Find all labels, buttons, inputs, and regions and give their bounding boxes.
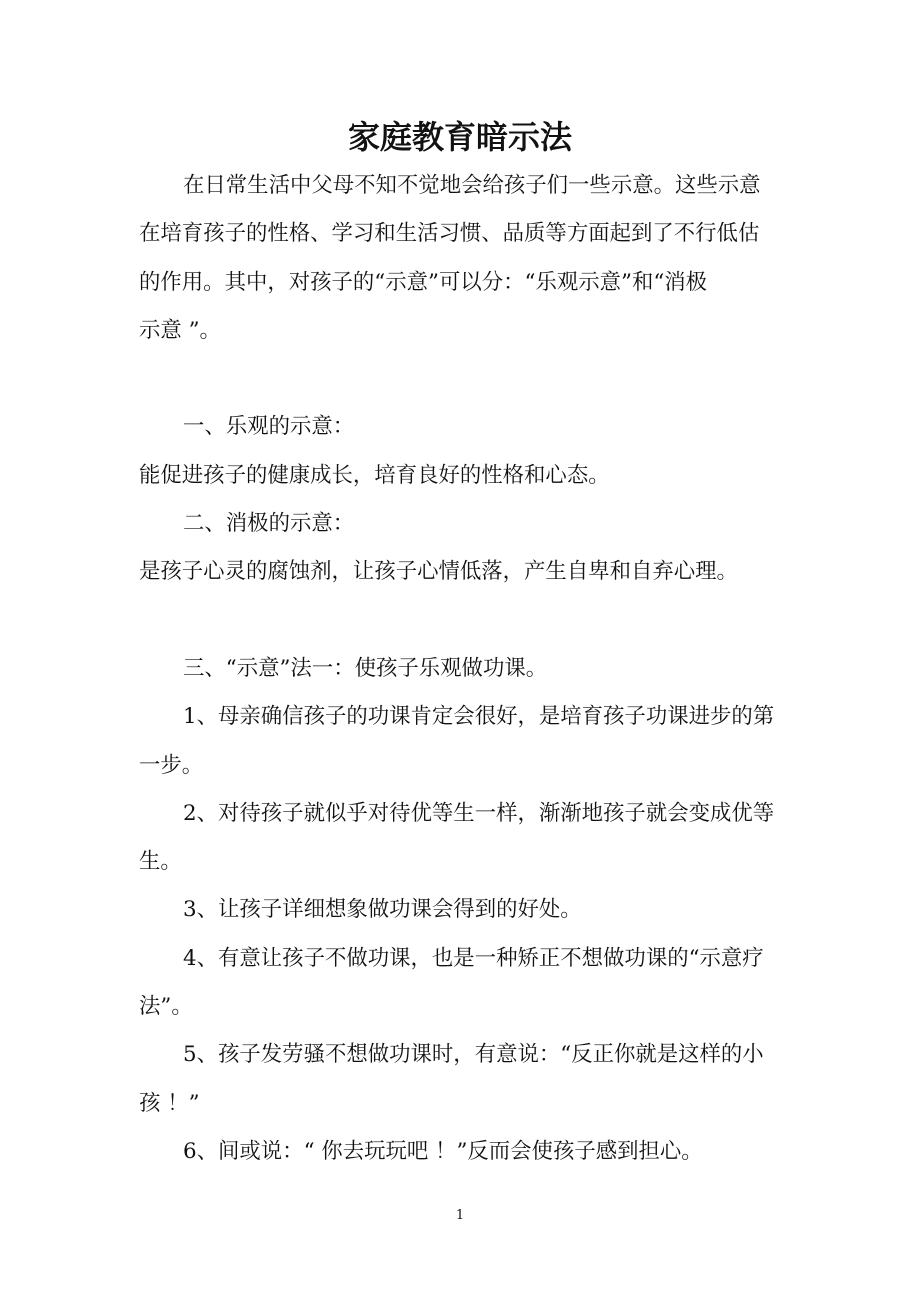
- blank-line: [139, 597, 789, 645]
- text-line: 在日常生活中父母不知不觉地会给孩子们一些示意。这些示意: [183, 173, 761, 198]
- text-line: 6、间或说：“ 你去玩玩吧 ！”反而会使孩子感到担心。: [183, 1138, 703, 1164]
- list-item: [139, 886, 789, 934]
- text-line: 孩 ！”: [139, 1090, 200, 1116]
- section-body: 能促进孩子的健康成长，培育良好的性格和心态。: [139, 462, 610, 488]
- text-line: 1、母亲确信孩子的功课肯定会很好，是培育孩子功课进步的第: [183, 704, 775, 730]
- list-item: [139, 1031, 789, 1128]
- list-item: [139, 935, 789, 1032]
- text-line: 2、对待孩子就似乎对待优等生一样，渐渐地孩子就会变成优等: [183, 800, 775, 826]
- page-number: 1: [455, 1208, 465, 1223]
- text-line: 示意 ”。: [139, 317, 221, 343]
- text-line: 的作用。其中，对孩子的“示意”可以分：“乐观示意”和“消极: [139, 269, 708, 295]
- section-heading: 三、“示意”法一：使孩子乐观做功课。: [183, 655, 548, 681]
- text-line: 5、孩子发劳骚不想做功课时，有意说：“反正你就是这样的小: [183, 1042, 764, 1068]
- text-line: 生。: [139, 849, 182, 875]
- blank-line: [139, 355, 789, 403]
- intro-paragraph: [139, 162, 789, 355]
- document-body: [139, 162, 789, 1176]
- text-line: 在培育孩子的性格、学习和生活习惯、品质等方面起到了不行低估: [139, 221, 760, 247]
- text-line: 一步。: [139, 752, 204, 778]
- list-item: [139, 693, 789, 790]
- document-title: 家庭教育暗示法: [347, 118, 572, 156]
- text-line: 4、有意让孩子不做功课，也是一种矫正不想做功课的“示意疗: [183, 945, 764, 971]
- list-item: [139, 1128, 789, 1176]
- section-heading: 二、消极的示意：: [183, 511, 355, 537]
- section-body: 是孩子心灵的腐蚀剂，让孩子心情低落，产生自卑和自弃心理。: [139, 559, 738, 585]
- text-line: 法”。: [139, 994, 193, 1020]
- section-heading: 一、乐观的示意：: [183, 414, 355, 440]
- text-line: 3、让孩子详细想象做功课会得到的好处。: [183, 897, 582, 923]
- list-item: [139, 790, 789, 887]
